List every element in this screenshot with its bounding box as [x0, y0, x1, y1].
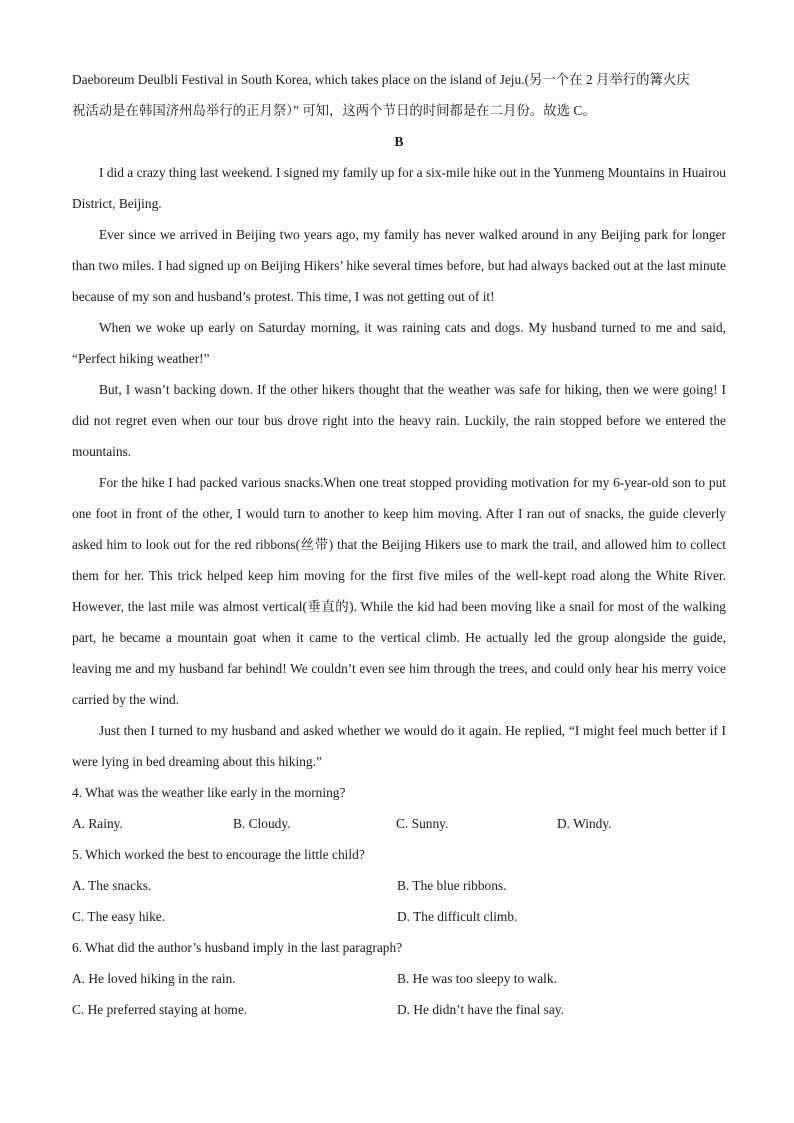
- option-d: D. Windy.: [557, 816, 612, 831]
- option-a: A. The snacks.: [72, 878, 152, 893]
- passage-paragraph: For the hike I had packed various snacks.When one treat stopped providing motivation for my 6-year-old son to put one foot in front of the other, I would turn to another to keep him moving. After I ran out of snacks, the guide cleverly asked him to look out for the red ribbons(丝带) that the Beijing Hikers use to mark the trail, and allowed him to collect them for her. This trick helped keep him moving for the first five miles of the well-kept road along the White River. However, the last mile was almost vertical(垂直的). While the kid had been moving like a snail for most of the walking part, he became a mountain goat when it came to the vertical climb. He actually led the group alongside the guide, leaving me and my husband far behind! We couldn’t even see him through the trees, and could only hear his merry voice carried by the wind.: [72, 475, 726, 707]
- option-b: B. The blue ribbons.: [397, 878, 507, 893]
- question-5: 5. Which worked the best to encourage the little child?: [72, 847, 365, 862]
- passage-paragraph: Just then I turned to my husband and asked whether we would do it again. He replied, “I might feel much better if I were lying in bed dreaming about this hiking.”: [72, 723, 726, 769]
- passage-paragraph: Ever since we arrived in Beijing two years ago, my family has never walked around in any Beijing park for longer than two miles. I had signed up on Beijing Hikers’ hike several times before, but had always backed out at the last minute because of my son and husband’s protest. This time, I was not getting out of it!: [72, 227, 726, 304]
- question-6-options: [72, 963, 726, 1025]
- option-b: B. He was too sleepy to walk.: [397, 971, 557, 986]
- option-b: B. Cloudy.: [233, 816, 291, 831]
- intro-line-1: Daeboreum Deulbli Festival in South Korea, which takes place on the island of Jeju.(另一个在 2 月举行的篝火庆: [72, 72, 690, 87]
- question-4: 4. What was the weather like early in the morning?: [72, 785, 346, 800]
- document-page: [72, 64, 726, 1025]
- intro-line-2: 祝活动是在韩国济州岛举行的正月祭）” 可知，这两个节日的时间都是在二月份。故选 C。: [72, 103, 596, 118]
- option-c: C. The easy hike.: [72, 909, 166, 924]
- option-c: C. Sunny.: [396, 816, 449, 831]
- passage-paragraph: When we woke up early on Saturday morning, it was raining cats and dogs. My husband turned to me and said, “Perfect hiking weather!”: [72, 320, 726, 366]
- section-heading: B: [394, 134, 404, 149]
- option-a: A. Rainy.: [72, 816, 123, 831]
- option-a: A. He loved hiking in the rain.: [72, 971, 236, 986]
- option-d: D. The difficult climb.: [397, 909, 518, 924]
- question-5-options: [72, 870, 726, 932]
- option-c: C. He preferred staying at home.: [72, 1002, 248, 1017]
- question-4-options: [72, 808, 726, 839]
- question-6: 6. What did the author’s husband imply in the last paragraph?: [72, 940, 403, 955]
- passage-paragraph: But, I wasn’t backing down. If the other hikers thought that the weather was safe for hiking, then we were going! I did not regret even when our tour bus drove right into the heavy rain. Luckily, the rain stopped before we entered the mountains.: [72, 382, 726, 459]
- passage-paragraph: I did a crazy thing last weekend. I signed my family up for a six-mile hike out in the Yunmeng Mountains in Huairou District, Beijing.: [72, 165, 726, 211]
- option-d: D. He didn’t have the final say.: [397, 1002, 564, 1017]
